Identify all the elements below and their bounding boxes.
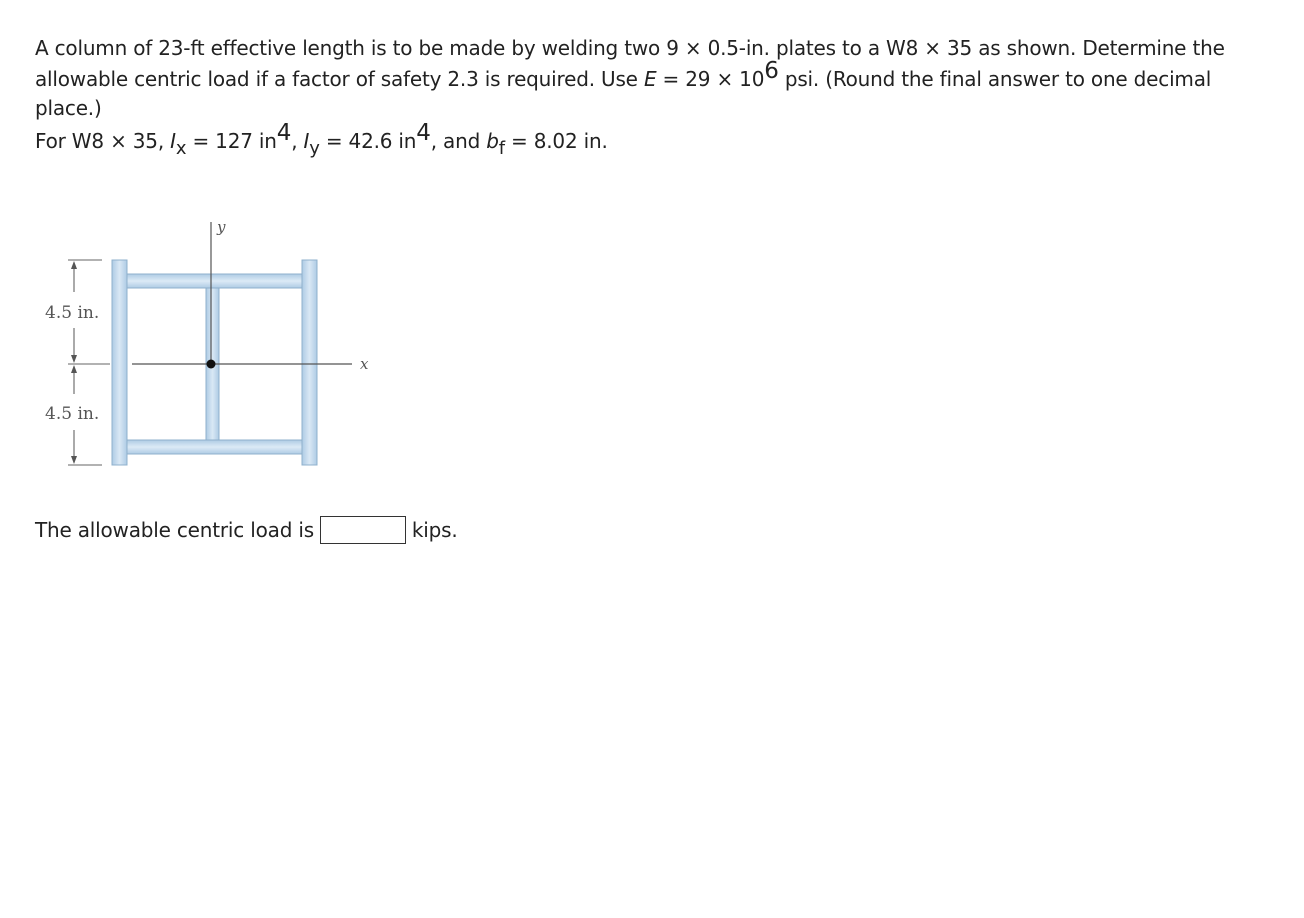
answer-prefix: The allowable centric load is bbox=[35, 518, 314, 542]
separator: , bbox=[291, 129, 304, 153]
modulus-symbol: E bbox=[643, 67, 657, 91]
dim-lower-label: 4.5 in. bbox=[45, 404, 100, 424]
ix-symbol: I bbox=[170, 129, 176, 153]
ix-subscript: x bbox=[175, 138, 187, 159]
right-plate bbox=[302, 260, 317, 465]
centroid-dot bbox=[207, 360, 216, 369]
left-plate bbox=[112, 260, 127, 465]
bf-subscript: f bbox=[498, 138, 505, 159]
dim-upper-arrow-top bbox=[71, 261, 77, 269]
problem-line-3: place.) bbox=[35, 96, 102, 120]
answer-unit: kips. bbox=[411, 518, 458, 542]
problem-line-2-text: allowable centric load if a factor of safety 2.3 is required. Use bbox=[35, 67, 644, 91]
problem-line-1: A column of 23-ft effective length is to be made by welding two 9 × 0.5-in. plates to a W8 × 35 as shown. Determine the bbox=[35, 36, 1225, 60]
given-prefix: For W8 × 35, bbox=[35, 129, 171, 153]
dim-lower-arrow-top bbox=[71, 365, 77, 373]
ix-exponent: 4 bbox=[276, 120, 292, 146]
top-flange bbox=[127, 274, 302, 288]
problem-statement bbox=[35, 33, 1290, 159]
dim-upper-label: 4.5 in. bbox=[45, 303, 100, 323]
iy-symbol: I bbox=[303, 129, 310, 153]
y-axis-label: y bbox=[217, 218, 226, 236]
allowable-load-input[interactable] bbox=[320, 516, 406, 544]
modulus-value: = 29 × 10 bbox=[656, 67, 765, 91]
iy-exponent: 4 bbox=[416, 120, 431, 146]
separator-and: , and bbox=[430, 129, 487, 153]
x-axis-label: x bbox=[360, 355, 369, 373]
ix-value: = 127 in bbox=[186, 129, 277, 153]
given-properties bbox=[35, 120, 1290, 159]
modulus-exponent: 6 bbox=[764, 58, 779, 84]
column-cross-section-figure bbox=[40, 212, 380, 474]
dim-upper-arrow-bottom bbox=[71, 355, 77, 363]
bf-symbol: b bbox=[486, 129, 499, 153]
bottom-flange bbox=[127, 440, 302, 454]
bf-value: = 8.02 in. bbox=[504, 129, 608, 153]
problem-line-2 bbox=[35, 58, 1290, 95]
iy-value: = 42.6 in bbox=[319, 129, 417, 153]
problem-line-2-end: psi. (Round the final answer to one decimal bbox=[778, 67, 1212, 91]
dim-lower-arrow-bottom bbox=[71, 456, 77, 464]
iy-subscript: y bbox=[309, 138, 320, 159]
cross-section-diagram bbox=[40, 212, 380, 474]
answer-row bbox=[35, 514, 458, 546]
